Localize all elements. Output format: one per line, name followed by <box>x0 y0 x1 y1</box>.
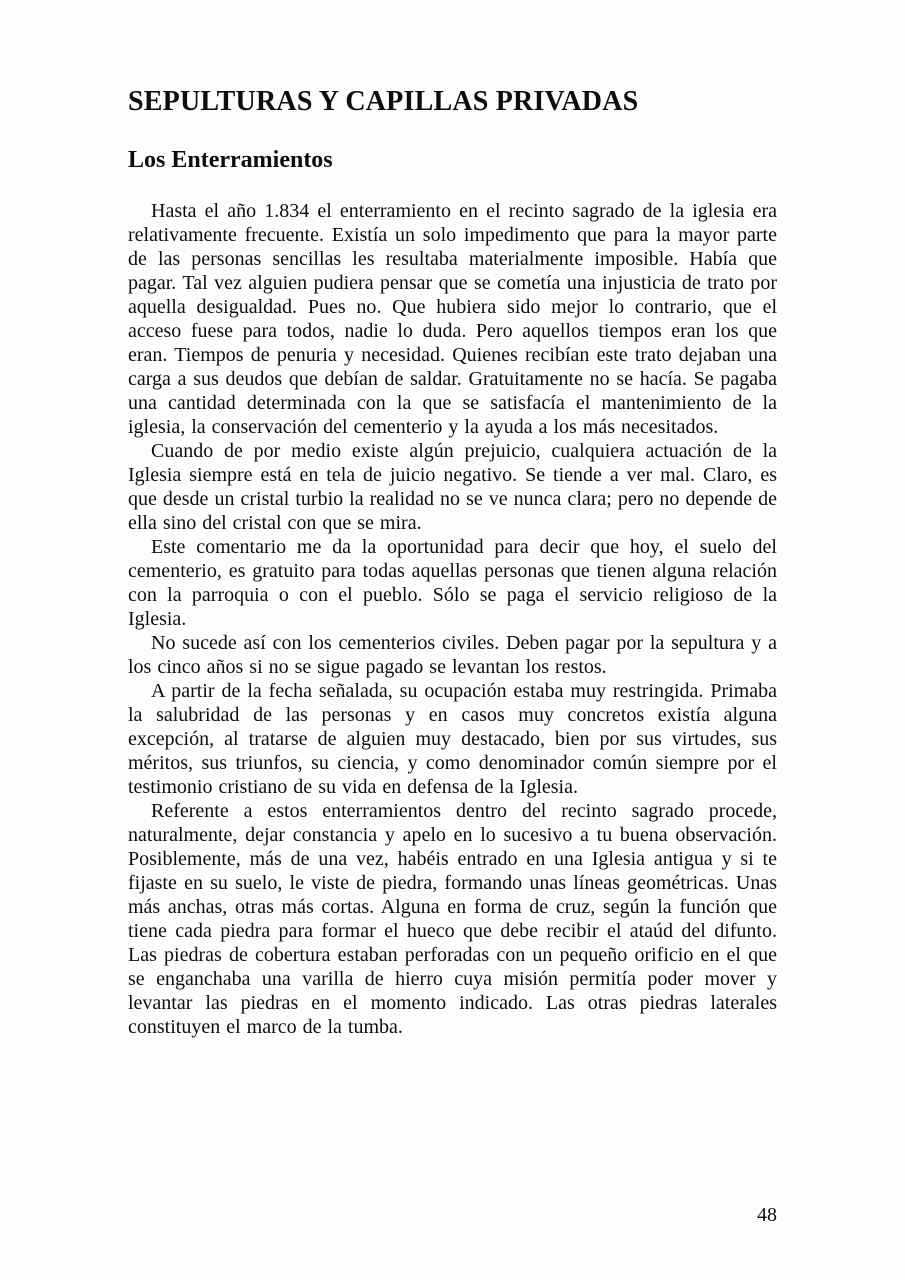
paragraph: Referente a estos enterramientos dentro del recinto sagrado procede, naturalmente, dejar constancia y apelo en lo sucesivo a tu buena observación. Posiblemente, más de una vez, habéis entrado en una Iglesia antigua y si te fijaste en su suelo, le viste de piedra, formando unas líneas geométricas. Unas más anchas, otras más cortas. Alguna en forma de cruz, según la función que tiene cada piedra para formar el hueco que debe recibir el ataúd del difunto. Las piedras de cobertura estaban perforadas con un pequeño orificio en el que se enganchaba una varilla de hierro cuya misión permitía poder mover y levantar las piedras en el momento indicado. Las otras piedras laterales constituyen el marco de la tumba. <box>128 800 777 1038</box>
paragraph: Hasta el año 1.834 el enterramiento en el recinto sagrado de la iglesia era relativamente frecuente. Existía un solo impedimento que para la mayor parte de las personas sencillas les resultaba materialmente imposible. Había que pagar. Tal vez alguien pudiera pensar que se cometía una injusticia de trato por aquella desigualdad. Pues no. Que hubiera sido mejor lo contrario, que el acceso fuese para todos, nadie lo duda. Pero aquellos tiempos eran los que eran. Tiempos de penuria y necesidad. Quienes recibían este trato dejaban una carga a sus deudos que debían de saldar. Gratuitamente no se hacía. Se pagaba una cantidad determinada con la que se satisfacía el mantenimiento de la iglesia, la conservación del cementerio y la ayuda a los más necesitados. <box>128 200 777 438</box>
section-heading: Los Enterramientos <box>128 147 333 173</box>
paragraph: No sucede así con los cementerios civiles. Deben pagar por la sepultura y a los cinco años si no se sigue pagado se levantan los restos. <box>128 632 777 678</box>
page-title: SEPULTURAS Y CAPILLAS PRIVADAS <box>128 86 639 117</box>
paragraph: Cuando de por medio existe algún prejuicio, cualquiera actuación de la Iglesia siempre está en tela de juicio negativo. Se tiende a ver mal. Claro, es que desde un cristal turbio la realidad no se ve nunca clara; pero no depende de ella sino del cristal con que se mira. <box>128 440 777 534</box>
body-text <box>128 199 777 1039</box>
paragraph: Este comentario me da la oportunidad para decir que hoy, el suelo del cementerio, es gratuito para todas aquellas personas que tienen alguna relación con la parroquia o con el pueblo. Sólo se paga el servicio religioso de la Iglesia. <box>128 536 777 630</box>
page-number: 48 <box>757 1204 777 1226</box>
text-block <box>128 86 777 1039</box>
paragraph: A partir de la fecha señalada, su ocupación estaba muy restringida. Primaba la salubridad de las personas y en casos muy concretos existía alguna excepción, al tratarse de alguien muy destacado, bien por sus virtudes, sus méritos, sus triunfos, su ciencia, y como denominador común siempre por el testimonio cristiano de su vida en defensa de la Iglesia. <box>128 680 777 798</box>
